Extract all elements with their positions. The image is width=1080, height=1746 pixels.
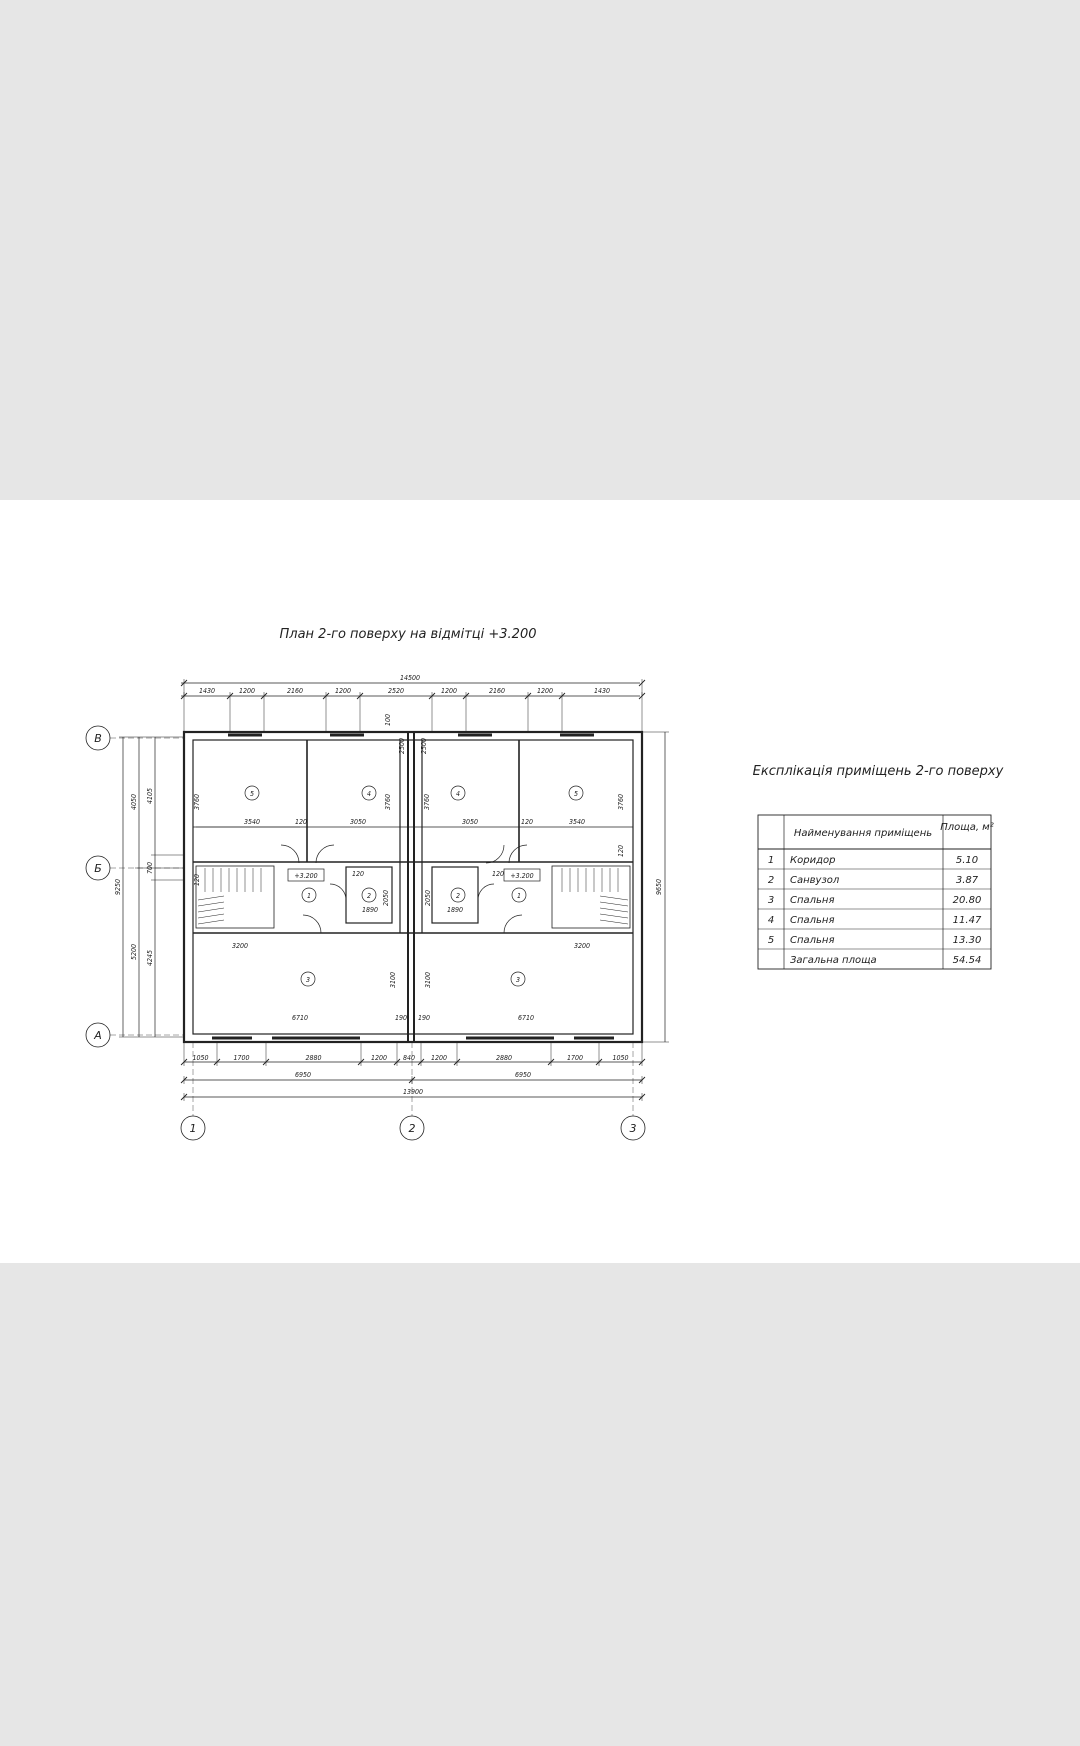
dim-text: 2050 — [382, 889, 390, 907]
top-dim-text: 1200 — [536, 687, 554, 695]
axis-markers-letters — [86, 726, 110, 1047]
table-row-name: Коридор — [790, 855, 836, 866]
top-dim-text: 2160 — [488, 687, 506, 695]
dim-text: 4050 — [130, 793, 138, 811]
table-row-name: Санвузол — [790, 875, 840, 886]
axis-letter-a: А — [94, 1029, 102, 1042]
dim-text: 120 — [520, 818, 534, 826]
elevation-mark-left: +3.200 — [294, 872, 318, 880]
table-row-number: 1 — [767, 855, 775, 866]
dim-text: 700 — [146, 861, 154, 875]
room-number-3: 3 — [305, 976, 311, 984]
dim-text: 3050 — [349, 818, 367, 826]
bottom-dim-text: 840 — [402, 1054, 416, 1062]
overall-width-bottom: 13900 — [402, 1088, 424, 1096]
dim-text: 3540 — [243, 818, 261, 826]
plan-title: План 2-го поверху на відмітці +3.200 — [279, 627, 537, 642]
room-number-5: 5 — [249, 790, 255, 798]
table-row-number: 2 — [767, 875, 775, 886]
dim-text: 6710 — [291, 1014, 309, 1022]
dim-text: 3760 — [193, 793, 201, 811]
table-row-number: 5 — [767, 935, 775, 946]
table-row-area: 20.80 — [952, 895, 982, 906]
table-row-number: 4 — [767, 915, 775, 926]
dim-text: 5200 — [130, 943, 138, 961]
top-dim-text: 2520 — [387, 687, 405, 695]
room-number-1: 1 — [516, 892, 522, 900]
dim-text: 2500 — [420, 737, 428, 755]
dim-text: 190 — [394, 1014, 408, 1022]
room-number-5: 5 — [573, 790, 579, 798]
overall-height-right: 9650 — [655, 878, 663, 896]
dim-text: 3760 — [617, 793, 625, 811]
drawing-sheet — [0, 500, 1080, 1263]
dim-text: 100 — [384, 713, 392, 727]
dim-text: 3760 — [384, 793, 392, 811]
table-row-area: 54.54 — [952, 955, 982, 966]
dim-text: 4105 — [146, 787, 154, 805]
table-header-area: Площа, м² — [940, 822, 994, 833]
left-dimension-chains — [110, 737, 184, 1037]
table-row-name: Загальна площа — [790, 955, 877, 966]
bottom-dim-text: 2880 — [305, 1054, 322, 1062]
dim-text: 1890 — [361, 906, 379, 914]
bottom-dim-text: 1700 — [233, 1054, 250, 1062]
dim-text: 3200 — [573, 942, 591, 950]
dim-text: 3100 — [424, 971, 432, 989]
explication-table — [753, 764, 1004, 969]
axis-number-2: 2 — [408, 1122, 416, 1135]
dim-text: 120 — [351, 870, 365, 878]
dim-text: 2500 — [398, 737, 406, 755]
right-dimension-chain — [642, 732, 669, 1042]
dim-text: 3100 — [389, 971, 397, 989]
table-row-area: 5.10 — [955, 855, 979, 866]
table-row-name: Спальня — [790, 895, 835, 906]
dim-text: 3540 — [568, 818, 586, 826]
elevation-mark-right: +3.200 — [510, 872, 534, 880]
table-row-area: 11.47 — [952, 915, 982, 926]
table-row-area: 3.87 — [955, 875, 979, 886]
dim-text: 120 — [193, 873, 201, 887]
dim-text: 4245 — [146, 949, 154, 967]
top-dim-text: 1430 — [593, 687, 611, 695]
bottom-dim-text: 1700 — [566, 1054, 584, 1062]
axis-number-1: 1 — [189, 1122, 197, 1135]
dim-text: 120 — [491, 870, 505, 878]
dim-text: 3200 — [231, 942, 249, 950]
explication-title: Експлікація приміщень 2-го поверху — [752, 764, 1004, 779]
top-dim-text: 2160 — [286, 687, 304, 695]
dim-text: 120 — [294, 818, 308, 826]
top-dim-text: 1430 — [198, 687, 216, 695]
dim-text: 3050 — [461, 818, 479, 826]
bottom-dim-text: 1050 — [612, 1054, 629, 1062]
table-row-number: 3 — [767, 895, 775, 906]
dim-text: 1890 — [446, 906, 464, 914]
room-number-2: 2 — [455, 892, 461, 900]
dim-text: 120 — [617, 844, 625, 858]
room-number-4: 4 — [366, 790, 372, 798]
dim-text: 6950 — [514, 1071, 532, 1079]
axis-letter-b: Б — [94, 862, 102, 875]
overall-height-left: 9250 — [114, 878, 122, 896]
axis-number-3: 3 — [629, 1122, 637, 1135]
bottom-dimension-chains — [181, 1042, 645, 1101]
table-row-name: Спальня — [790, 935, 835, 946]
room-number-1: 1 — [306, 892, 312, 900]
bottom-dim-text: 2880 — [495, 1054, 513, 1062]
dim-text: 6710 — [517, 1014, 535, 1022]
top-dimension-chains — [181, 674, 645, 732]
table-header-name: Найменування приміщень — [793, 828, 933, 839]
dim-text: 2050 — [424, 889, 432, 907]
table-row-name: Спальня — [790, 915, 835, 926]
bottom-dim-text: 1200 — [430, 1054, 448, 1062]
axis-letter-v: В — [94, 732, 102, 745]
top-dim-text: 1200 — [334, 687, 352, 695]
room-number-3: 3 — [515, 976, 521, 984]
dim-text: 190 — [417, 1014, 431, 1022]
top-dim-text: 1200 — [238, 687, 256, 695]
dim-text: 6950 — [294, 1071, 312, 1079]
bottom-dim-text: 1200 — [370, 1054, 388, 1062]
table-row-area: 13.30 — [952, 935, 982, 946]
overall-width-top: 14500 — [399, 674, 421, 682]
bottom-dim-text: 1050 — [192, 1054, 209, 1062]
top-dim-text: 1200 — [440, 687, 458, 695]
dim-text: 3760 — [423, 793, 431, 811]
floor-plan-drawing — [0, 500, 1080, 1263]
room-number-2: 2 — [366, 892, 372, 900]
room-number-4: 4 — [455, 790, 461, 798]
building-walls — [184, 732, 642, 1042]
